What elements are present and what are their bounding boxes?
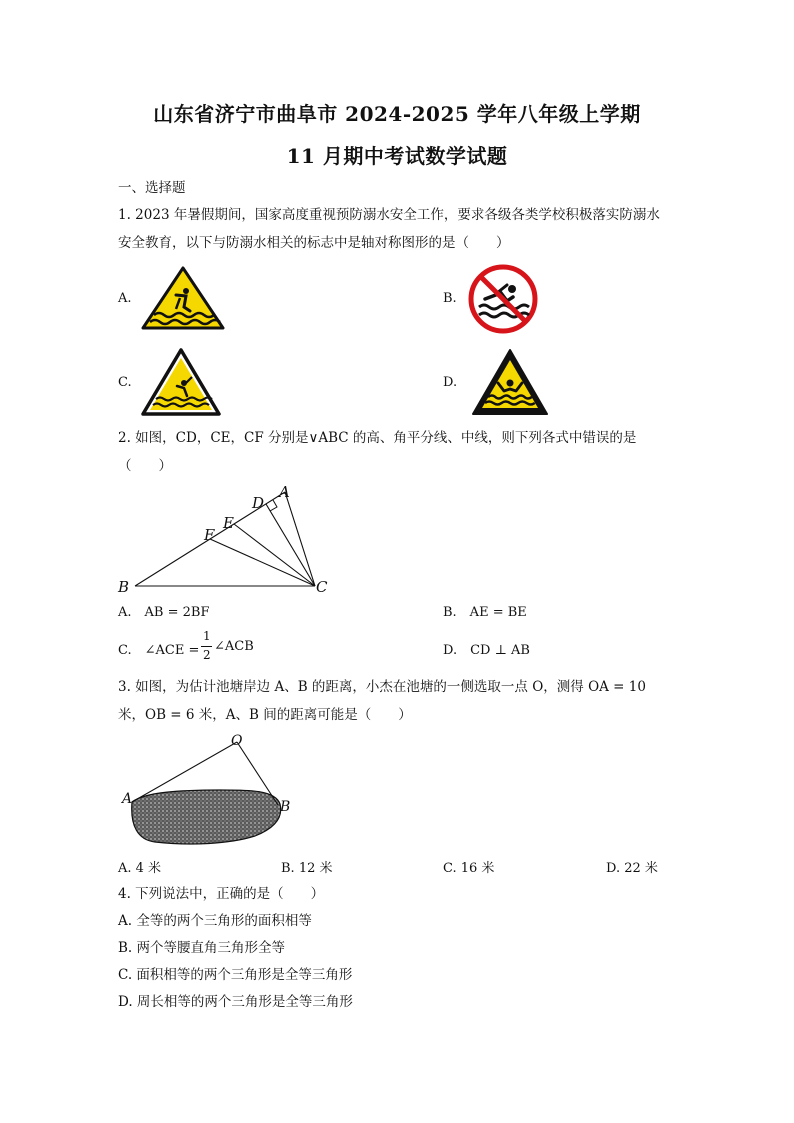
- q3-label-a: A: [122, 791, 133, 807]
- q2-option-b: B. AE = BE: [443, 605, 527, 620]
- q2-label-d: D: [252, 494, 265, 512]
- doc-title-line2: 11 月期中考试数学试题: [286, 144, 508, 168]
- q2-option-c-prefix: C. ∠ACE =: [118, 643, 200, 658]
- q2-label-f: F: [204, 526, 215, 544]
- q3-option-b: B. 12 米: [281, 861, 333, 876]
- q1-option-b-label: B.: [443, 291, 457, 306]
- q2-triangle-figure: [110, 480, 340, 600]
- q1-option-d-label: D.: [443, 375, 458, 390]
- q3-option-c: C. 16 米: [443, 861, 495, 876]
- q3-label-b: B: [280, 799, 291, 815]
- q4-option-c: C. 面积相等的两个三角形是全等三角形: [118, 967, 353, 983]
- q3-pond-figure: [110, 730, 310, 855]
- q2-stem-line2: （ ）: [118, 458, 172, 474]
- doc-title-line1: 山东省济宁市曲阜市 2024-2025 学年八年级上学期: [153, 102, 641, 126]
- q2-label-b: B: [118, 578, 130, 596]
- no-swimming-sign-b: [467, 263, 539, 335]
- q1-stem-line2: 安全教育，以下与防溺水相关的标志中是轴对称图形的是（ ）: [118, 235, 510, 251]
- q2-stem-line1: 2. 如图，CD，CE，CF 分别是∨ABC 的高、角平分线、中线，则下列各式中错误的是: [118, 430, 637, 446]
- q3-stem-line1: 3. 如图，为估计池塘岸边 A、B 的距离，小杰在池塘的一侧选取一点 O，测得 OA = 10: [118, 679, 646, 695]
- q4-option-b: B. 两个等腰直角三角形全等: [118, 940, 286, 956]
- q1-option-a-label: A.: [118, 291, 132, 306]
- q1-option-c-label: C.: [118, 375, 132, 390]
- q2-option-c-denominator: 2: [203, 648, 211, 662]
- q3-stem-line2: 米，OB = 6 米，A、B 间的距离可能是（ ）: [118, 707, 412, 723]
- warning-drowning-sign-a: [140, 265, 226, 331]
- q2-label-e: E: [223, 514, 234, 532]
- warning-swimmer-sign-d: [470, 347, 550, 417]
- section-heading: 一、选择题: [118, 180, 186, 196]
- q3-option-d: D. 22 米: [606, 861, 658, 876]
- q4-option-d: D. 周长相等的两个三角形是全等三角形: [118, 994, 353, 1010]
- q2-option-c-suffix: ∠ACB: [214, 639, 254, 654]
- q1-stem-line1: 1. 2023 年暑假期间，国家高度重视预防溺水安全工作，要求各级各类学校积极落实防溺水: [118, 207, 660, 223]
- q3-label-o: O: [231, 733, 243, 749]
- q4-option-a: A. 全等的两个三角形的面积相等: [118, 913, 312, 929]
- warning-drowning-sign-c: [140, 347, 222, 417]
- q2-label-a: A: [279, 483, 290, 501]
- q2-option-c-numerator: 1: [203, 629, 211, 643]
- q2-label-c: C: [316, 578, 328, 596]
- q2-option-a: A. AB = 2BF: [118, 605, 210, 620]
- q2-option-c-fraction-bar: [201, 646, 212, 647]
- q4-stem: 4. 下列说法中，正确的是（ ）: [118, 886, 325, 902]
- q2-option-d: D. CD ⊥ AB: [443, 643, 530, 658]
- q3-option-a: A. 4 米: [118, 861, 162, 876]
